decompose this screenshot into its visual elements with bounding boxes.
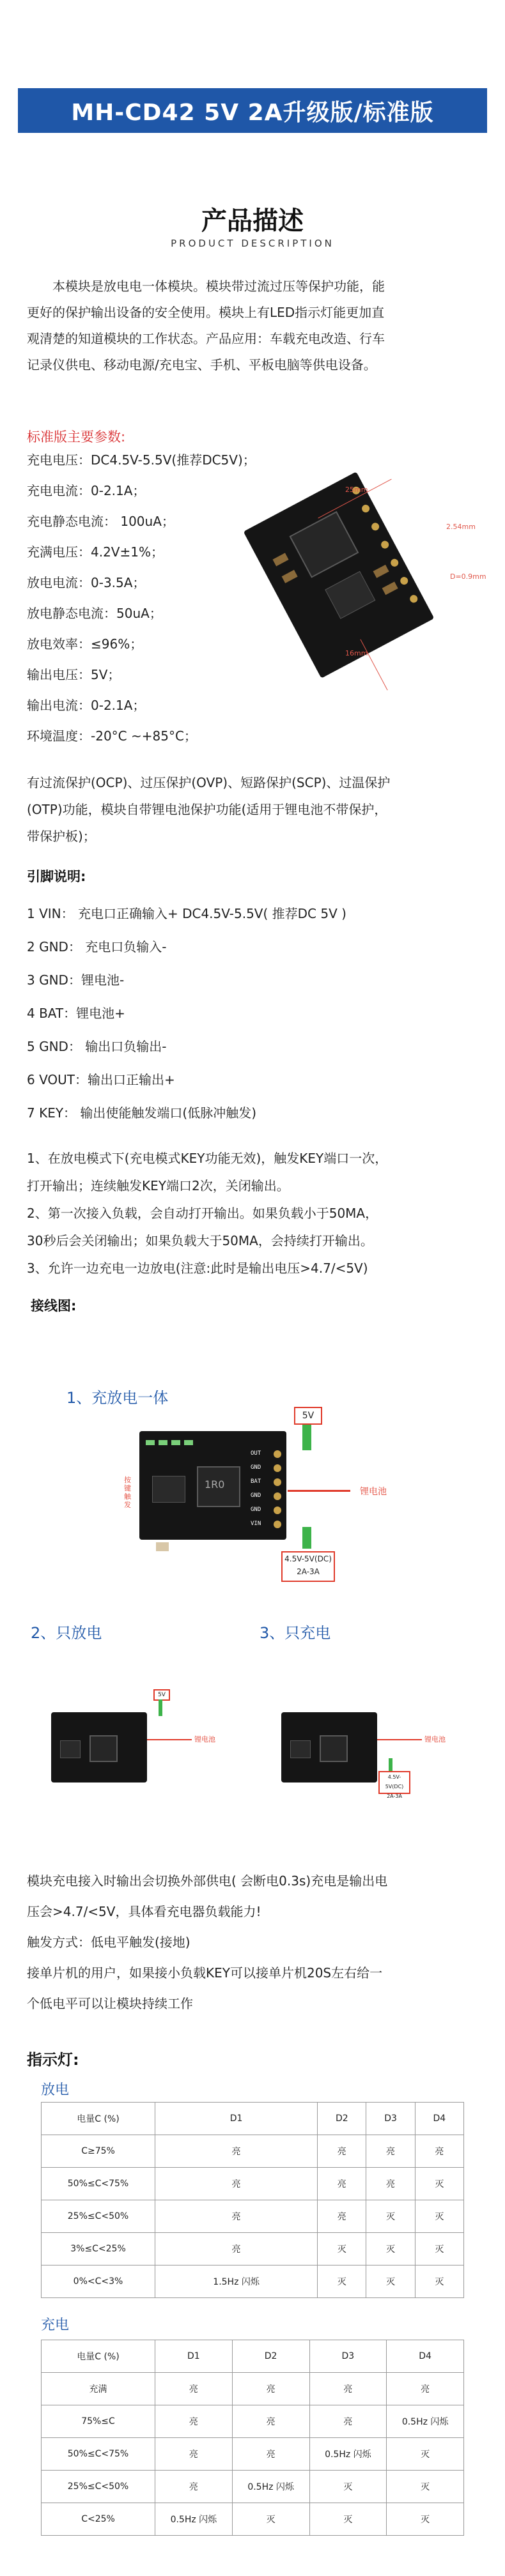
pin-item: 5 GND： 输出口负输出- — [27, 1039, 167, 1054]
table-cell: 亮 — [155, 2438, 233, 2471]
header-cell: D1 — [155, 2103, 318, 2135]
table-cell: 亮 — [309, 2405, 387, 2438]
diagram-title-charge: 3、只充电 — [260, 1624, 331, 1642]
product-description — [27, 273, 481, 378]
ic-chip — [60, 1740, 81, 1758]
table-cell: 亮 — [318, 2168, 366, 2200]
table-cell: 0.5Hz 闪烁 — [387, 2405, 464, 2438]
diagram-title-discharge: 2、只放电 — [31, 1624, 102, 1642]
charge-title: 充电 — [41, 2317, 70, 2333]
inductor — [289, 511, 359, 578]
module-board — [139, 1431, 286, 1540]
pin-pad — [274, 1478, 281, 1486]
param-item: 输出电压：5V； — [27, 667, 121, 682]
table-cell: 亮 — [155, 2200, 318, 2233]
led — [171, 1440, 180, 1445]
table-cell: 75%≤C — [42, 2405, 155, 2438]
up-arrow — [159, 1699, 162, 1716]
table-row — [42, 2200, 464, 2233]
inductor — [89, 1735, 118, 1762]
pin-label: BAT — [251, 1478, 261, 1485]
wiring-diagram-1 — [96, 1406, 416, 1597]
header-cell: D4 — [415, 2103, 463, 2135]
table-cell: 灭 — [415, 2233, 463, 2266]
header-cell: 电量C (%) — [42, 2103, 155, 2135]
pin-pad — [380, 539, 390, 549]
pin-pad — [389, 558, 400, 568]
protection-line: 有过流保护(OCP)、过压保护(OVP)、短路保护(SCP)、过温保护 — [27, 775, 391, 790]
table-cell: 50%≤C<75% — [42, 2438, 155, 2471]
table-header-row — [42, 2340, 464, 2373]
table-cell: 1.5Hz 闪烁 — [155, 2266, 318, 2298]
up-arrow — [302, 1425, 311, 1450]
table-cell: 亮 — [232, 2405, 309, 2438]
pin-label: GND — [251, 1506, 261, 1513]
wiring-diagram-3 — [268, 1687, 473, 1799]
table-header-row — [42, 2103, 464, 2135]
table-cell: 灭 — [366, 2233, 415, 2266]
table-cell: 亮 — [387, 2373, 464, 2405]
pin-pad — [408, 594, 419, 604]
table-cell: 亮 — [415, 2135, 463, 2168]
param-item: 充电静态电流： 100uA； — [27, 514, 175, 529]
header-cell: D1 — [155, 2340, 233, 2373]
extra-line: 触发方式：低电平触发(接地) — [27, 1935, 190, 1950]
capacitor — [382, 581, 398, 595]
input-current: 2A-3A — [297, 1567, 320, 1576]
params-heading: 标准版主要参数: — [27, 429, 126, 445]
capacitor — [373, 565, 389, 578]
protection-line: (OTP)功能，模块自带锂电池保护功能(适用于锂电池不带保护， — [27, 802, 387, 817]
led — [159, 1440, 167, 1445]
title-banner — [18, 88, 487, 133]
pin-item: 6 VOUT：输出口正输出+ — [27, 1072, 175, 1087]
down-arrow — [389, 1758, 392, 1771]
table-cell: 亮 — [232, 2373, 309, 2405]
table-cell: 亮 — [155, 2233, 318, 2266]
battery-wire — [377, 1739, 422, 1740]
note-line: 1、在放电模式下(充电模式KEY功能无效)，触发KEY端口一次， — [27, 1151, 388, 1166]
battery-label: 锂电池 — [360, 1487, 387, 1497]
table-row — [42, 2471, 464, 2503]
table-cell: 0%<C<3% — [42, 2266, 155, 2298]
table-cell: 亮 — [155, 2471, 233, 2503]
table-row — [42, 2266, 464, 2298]
table-cell: 灭 — [415, 2266, 463, 2298]
param-item: 充电电压：DC4.5V-5.5V(推荐DC5V)； — [27, 452, 256, 468]
pin-item: 7 KEY： 输出使能触发端口(低脉冲触发) — [27, 1105, 257, 1121]
table-cell: 亮 — [318, 2200, 366, 2233]
table-row — [42, 2438, 464, 2471]
extra-line: 接单片机的用户，如果接小负载KEY可以接单片机20S左右给一 — [27, 1965, 383, 1981]
pin-pad — [370, 521, 380, 532]
input-current: 2A-3A — [387, 1793, 402, 1799]
pin-pad — [274, 1506, 281, 1514]
battery-box — [350, 1482, 396, 1501]
extra-line: 个低电平可以让模块持续工作 — [27, 1996, 193, 2011]
battery-label: 锂电池 — [194, 1735, 215, 1744]
table-cell: 25%≤C<50% — [42, 2471, 155, 2503]
table-row — [42, 2135, 464, 2168]
wiring-heading: 接线图: — [31, 1298, 77, 1314]
input-box — [378, 1771, 410, 1799]
table-cell: C<25% — [42, 2503, 155, 2536]
extra-notes — [27, 1866, 487, 2019]
input-voltage: 4.5V-5V(DC) — [385, 1774, 404, 1790]
capacitor — [273, 553, 289, 566]
param-item: 充电电流：0-2.1A； — [27, 483, 146, 498]
param-item: 放电静态电流：50uA； — [27, 606, 162, 621]
module-board — [51, 1712, 147, 1782]
params-list — [27, 445, 256, 751]
table-cell: 灭 — [318, 2266, 366, 2298]
input-voltage: 4.5V-5V(DC) — [284, 1554, 332, 1563]
table-cell: 亮 — [155, 2405, 233, 2438]
note-line: 3、允许一边充电一边放电(注意:此时是输出电压>4.7/<5V) — [27, 1261, 368, 1276]
description-line: 观清楚的知道模块的工作状态。产品应用：车载充电改造、行车 — [27, 331, 385, 346]
param-item: 输出电流：0-2.1A； — [27, 698, 146, 713]
ic-chip — [152, 1476, 185, 1503]
wiring-diagram-2 — [38, 1687, 243, 1795]
pins-heading: 引脚说明: — [27, 869, 86, 884]
table-cell: 亮 — [366, 2135, 415, 2168]
pin-pad — [274, 1464, 281, 1472]
pin-pad — [361, 503, 371, 514]
table-cell: 灭 — [415, 2200, 463, 2233]
note-line: 2、第一次接入负载，会自动打开输出。如果负载小于50MA， — [27, 1206, 378, 1221]
ic-chip — [325, 571, 375, 619]
battery-label: 锂电池 — [424, 1735, 446, 1744]
table-cell: 灭 — [309, 2471, 387, 2503]
pin-label: GND — [251, 1464, 261, 1471]
load-label: 5V — [302, 1411, 315, 1421]
table-cell: 3%≤C<25% — [42, 2233, 155, 2266]
dimension-length: 25mm — [345, 486, 368, 494]
dimension-width: 16mm — [345, 649, 368, 657]
input-box — [281, 1551, 335, 1582]
board-image — [256, 473, 486, 677]
pin-item: 3 GND：锂电池- — [27, 972, 125, 988]
section-title: 产品描述 — [201, 206, 304, 236]
table-cell: 亮 — [232, 2438, 309, 2471]
table-cell: 灭 — [309, 2503, 387, 2536]
table-cell: 亮 — [155, 2135, 318, 2168]
key-button — [156, 1542, 169, 1551]
header-cell: D3 — [309, 2340, 387, 2373]
param-item: 放电效率：≤96%； — [27, 636, 143, 652]
protection-text — [27, 769, 481, 850]
pin-item: 4 BAT：锂电池+ — [27, 1006, 125, 1021]
header-cell: D3 — [366, 2103, 415, 2135]
banner-title: MH-CD42 5V 2A升级版/标准版 — [71, 99, 434, 126]
param-item: 充满电压：4.2V±1%； — [27, 544, 164, 560]
table-cell: 灭 — [318, 2233, 366, 2266]
table-cell: 0.5Hz 闪烁 — [155, 2503, 233, 2536]
inductor — [320, 1735, 348, 1762]
table-cell: 灭 — [366, 2200, 415, 2233]
battery-wire — [147, 1739, 192, 1740]
table-row — [42, 2373, 464, 2405]
discharge-title: 放电 — [41, 2082, 70, 2098]
indicators-heading: 指示灯: — [27, 2051, 79, 2069]
table-row — [42, 2503, 464, 2536]
table-cell: 灭 — [387, 2503, 464, 2536]
charge-table — [41, 2340, 464, 2536]
table-cell: 灭 — [232, 2503, 309, 2536]
table-cell: 亮 — [309, 2373, 387, 2405]
module-board — [281, 1712, 377, 1782]
param-item: 放电电流：0-3.5A； — [27, 575, 146, 590]
table-cell: 充满 — [42, 2373, 155, 2405]
table-cell: 亮 — [155, 2373, 233, 2405]
extra-line: 压会>4.7/<5V，具体看充电器负载能力! — [27, 1904, 261, 1919]
note-line: 打开输出；连续触发KEY端口2次，关闭输出。 — [27, 1178, 290, 1193]
header-cell: D4 — [387, 2340, 464, 2373]
down-arrow — [302, 1527, 311, 1549]
pin-pad — [274, 1492, 281, 1500]
discharge-table — [41, 2102, 464, 2298]
pin-pad — [274, 1521, 281, 1528]
pin-label: GND — [251, 1492, 261, 1499]
table-cell: 50%≤C<75% — [42, 2168, 155, 2200]
pin-pad — [274, 1450, 281, 1458]
led — [146, 1440, 155, 1445]
pin-pad — [399, 576, 409, 586]
table-row — [42, 2168, 464, 2200]
table-cell: 25%≤C<50% — [42, 2200, 155, 2233]
description-line: 更好的保护输出设备的安全使用。模块上有LED指示灯能更加直 — [27, 305, 385, 320]
led — [184, 1440, 193, 1445]
table-cell: 亮 — [366, 2168, 415, 2200]
section-subtitle: PRODUCT DESCRIPTION — [171, 238, 334, 249]
battery-wire — [288, 1490, 350, 1492]
note-line: 30秒后会关闭输出；如果负载大于50MA，会持续打开输出。 — [27, 1233, 373, 1248]
dimension-pitch: 2.54mm — [446, 523, 476, 531]
table-cell: 亮 — [155, 2168, 318, 2200]
header-cell: D2 — [232, 2340, 309, 2373]
dimension-hole: D=0.9mm — [450, 572, 486, 581]
usage-notes — [27, 1145, 487, 1282]
header-cell: 电量C (%) — [42, 2340, 155, 2373]
load-label: 5V — [158, 1692, 166, 1698]
capacitor — [282, 570, 298, 583]
chip-marking: 1R0 — [205, 1478, 225, 1491]
table-cell: 0.5Hz 闪烁 — [309, 2438, 387, 2471]
table-cell: 0.5Hz 闪烁 — [232, 2471, 309, 2503]
protection-line: 带保护板)； — [27, 829, 96, 844]
pin-item: 1 VIN： 充电口正确输入+ DC4.5V-5.5V( 推荐DC 5V ) — [27, 906, 346, 921]
table-row — [42, 2233, 464, 2266]
table-cell: 亮 — [318, 2135, 366, 2168]
description-line: 本模块是放电电一体模块。模块带过流过压等保护功能，能 — [52, 279, 385, 294]
table-row — [42, 2405, 464, 2438]
header-cell: D2 — [318, 2103, 366, 2135]
table-cell: 灭 — [366, 2266, 415, 2298]
pin-label: OUT — [251, 1450, 261, 1457]
ic-chip — [290, 1740, 311, 1758]
side-label: 按键触发 — [124, 1476, 131, 1509]
table-cell: 灭 — [387, 2438, 464, 2471]
diagram-title-charge-discharge: 1、充放电一体 — [66, 1389, 169, 1407]
pin-item: 2 GND： 充电口负输入- — [27, 939, 167, 954]
table-cell: 灭 — [387, 2471, 464, 2503]
pin-label: VIN — [251, 1521, 261, 1527]
table-cell: C≥75% — [42, 2135, 155, 2168]
load-box — [294, 1407, 322, 1425]
extra-line: 模块充电接入时输出会切换外部供电( 会断电0.3s)充电是输出电 — [27, 1873, 388, 1889]
param-item: 环境温度：-20°C ~+85°C； — [27, 728, 197, 744]
description-line: 记录仪供电、移动电源/充电宝、手机、平板电脑等供电设备。 — [27, 357, 377, 372]
module-board — [244, 471, 435, 678]
table-cell: 灭 — [415, 2168, 463, 2200]
